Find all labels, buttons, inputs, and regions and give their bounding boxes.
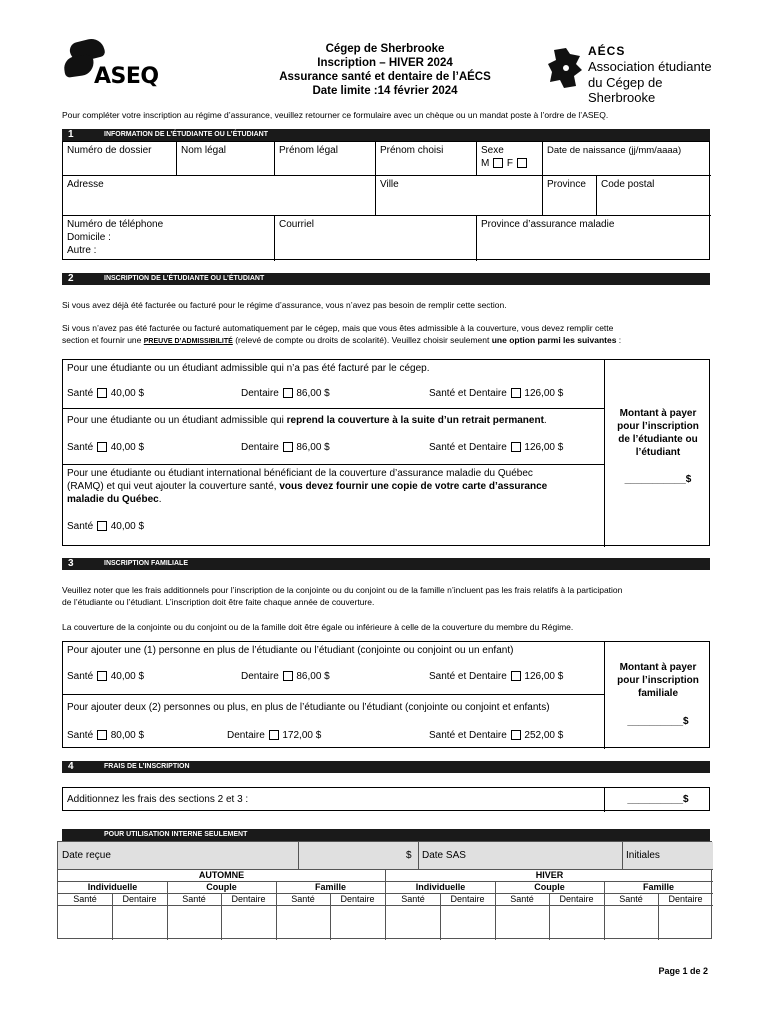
total-fees-label: Additionnez les frais des sections 2 et 3 : [67,794,249,805]
student-amount-field[interactable]: ___________$ [624,474,692,485]
autumn-label: AUTOMNE [198,870,245,880]
date-sas-label: Date SAS [422,850,466,861]
col-dentaire: Dentaire [340,894,375,904]
legal-first-name-field[interactable]: Prénom légal [275,142,376,176]
family-option-1-sante-dentaire[interactable]: Santé et Dentaire 126,00 $ [429,671,564,682]
female-checkbox[interactable] [517,158,527,168]
col-sante: Santé [182,894,206,904]
section-2-options [62,359,710,546]
section-3-coverage-note: La couverture de la conjointe ou du conjoint ou de la famille doit être égale ou inférieure à celle de la couverture du membre du Régime. [62,622,574,632]
section-3-note-line1: Veuillez noter que les frais additionnels pour l’inscription de la conjointe ou du conjoint ou de la famille n’incluent pas les frais relatifs à la participation [62,585,623,595]
map-icon [546,46,586,90]
winter-family: Famille [642,882,674,892]
winter-label: HIVER [535,870,564,880]
chosen-first-name-field[interactable]: Prénom choisi [376,142,477,176]
col-dentaire: Dentaire [231,894,266,904]
student-amount-label: Montant à payer pour l’inscription de l’étudiante ou l’étudiant [617,408,699,458]
section-4-header: 4 FRAIS DE L’INSCRIPTION [62,761,710,773]
male-checkbox[interactable] [493,158,503,168]
autumn-couple: Couple [206,882,237,892]
option-1-sante-dentaire[interactable]: Santé et Dentaire 126,00 $ [429,388,564,399]
option-2-sante-dentaire[interactable]: Santé et Dentaire 126,00 $ [429,442,564,453]
province-field[interactable]: Province [543,176,597,216]
date-received-label: Date reçue [62,850,111,861]
address-field[interactable]: Adresse [63,176,376,216]
option-2-sante[interactable]: Santé 40,00 $ [67,442,145,453]
section-3-header: 3 INSCRIPTION FAMILIALE [62,558,710,570]
col-dentaire: Dentaire [450,894,485,904]
col-sante: Santé [401,894,425,904]
option-2-label: Pour une étudiante ou un étudiant admissible qui reprend la couverture à la suite d’un retrait permanent. [67,415,547,426]
autumn-individual: Individuelle [87,882,138,892]
sex-field: Sexe M F [477,142,543,176]
family-option-1-dentaire[interactable]: Dentaire 86,00 $ [241,671,330,682]
option-3-label: Pour une étudiante ou étudiant international bénéficiant de la couverture d’assurance maladie du Québec (RAMQ) et qui veut ajouter la couverture santé, vous devez fournir une copie de votre carte d’assurance maladie du Québec. [67,468,548,505]
section-3-note-line2: de l’étudiante ou l’étudiant. L’inscription doit être faite chaque année de couverture. [62,597,375,607]
col-sante: Santé [510,894,534,904]
winter-couple: Couple [534,882,565,892]
family-amount-label: Montant à payer pour l’inscription familiale [617,662,699,699]
internal-use-header: POUR UTILISATION INTERNE SEULEMENT [62,829,710,841]
aecs-logo: AÉCS Association étudiante du Cégep de Sherbrooke [546,44,716,96]
section-2-instructions-line1: Si vous n’avez pas été facturée ou facturé automatiquement par le cégep, mais que vous êtes admissible à la couverture, vous devez remplir cette [62,323,614,333]
family-option-1-sante[interactable]: Santé 40,00 $ [67,671,145,682]
dollar-label: $ [406,850,412,861]
initials-label: Initiales [626,850,660,861]
total-fees-field[interactable]: __________$ [627,794,689,805]
option-2-dentaire[interactable]: Dentaire 86,00 $ [241,442,330,453]
col-sante: Santé [73,894,97,904]
col-sante: Santé [619,894,643,904]
student-info-grid [62,141,710,260]
section-1-header: 1 INFORMATION DE L’ÉTUDIANTE OU L’ÉTUDIANT [62,129,710,141]
option-1-label: Pour une étudiante ou un étudiant admissible qui n’a pas été facturé par le cégep. [67,363,430,374]
family-option-2-dentaire[interactable]: Dentaire 172,00 $ [227,730,322,741]
family-option-2-sante-dentaire[interactable]: Santé et Dentaire 252,00 $ [429,730,564,741]
option-1-dentaire[interactable]: Dentaire 86,00 $ [241,388,330,399]
internal-use-table [57,841,712,939]
file-number-field[interactable]: Numéro de dossier [63,142,177,176]
section-2-header: 2 INSCRIPTION DE L’ÉTUDIANTE OU L’ÉTUDIANT [62,273,710,285]
family-option-2-sante[interactable]: Santé 80,00 $ [67,730,145,741]
col-dentaire: Dentaire [122,894,157,904]
page-number: Page 1 de 2 [658,966,708,976]
family-option-1-label: Pour ajouter une (1) personne en plus de l’étudiante ou l’étudiant (conjointe ou conjoint ou un enfant) [67,645,514,656]
birthdate-field[interactable]: Date de naissance (jj/mm/aaaa) [543,142,711,176]
autumn-family: Famille [314,882,346,892]
col-sante: Santé [291,894,315,904]
aseq-logo: ASEQ [64,38,164,94]
option-3-sante[interactable]: Santé 40,00 $ [67,521,145,532]
health-insurance-province-field[interactable]: Province d’assurance maladie [481,219,615,230]
email-field[interactable]: Courriel [275,216,477,261]
phone-field[interactable]: Numéro de téléphone Domicile : Autre : [63,216,275,261]
postal-code-field[interactable]: Code postal [597,176,711,216]
family-amount-field[interactable]: __________$ [627,716,689,727]
option-1-sante[interactable]: Santé 40,00 $ [67,388,145,399]
family-option-2-label: Pour ajouter deux (2) personnes ou plus, en plus de l’étudiante ou l’étudiant (conjointe ou conjoint et enfants) [67,702,550,713]
total-fees-row [62,787,710,811]
section-3-options [62,641,710,748]
section-2-instructions-line2: section et fournir une PREUVE D’ADMISSIBILITÉ (relevé de compte ou droits de scolarité). Veuillez choisir seulement une option parmi les suivantes : [62,335,622,345]
col-dentaire: Dentaire [668,894,703,904]
section-2-note: Si vous avez déjà été facturée ou facturé pour le régime d’assurance, vous n’avez pas besoin de remplir cette section. [62,300,507,310]
winter-individual: Individuelle [415,882,466,892]
legal-name-field[interactable]: Nom légal [177,142,275,176]
form-title: Cégep de Sherbrooke Inscription – HIVER 2024 Assurance santé et dentaire de l’AÉCS Date limite :14 février 2024 [279,43,491,97]
col-dentaire: Dentaire [559,894,594,904]
city-field[interactable]: Ville [376,176,543,216]
intro-text: Pour compléter votre inscription au régime d’assurance, veuillez retourner ce formulaire avec un chèque ou un mandat poste à l’ordre de l’ASEQ. [62,110,609,120]
